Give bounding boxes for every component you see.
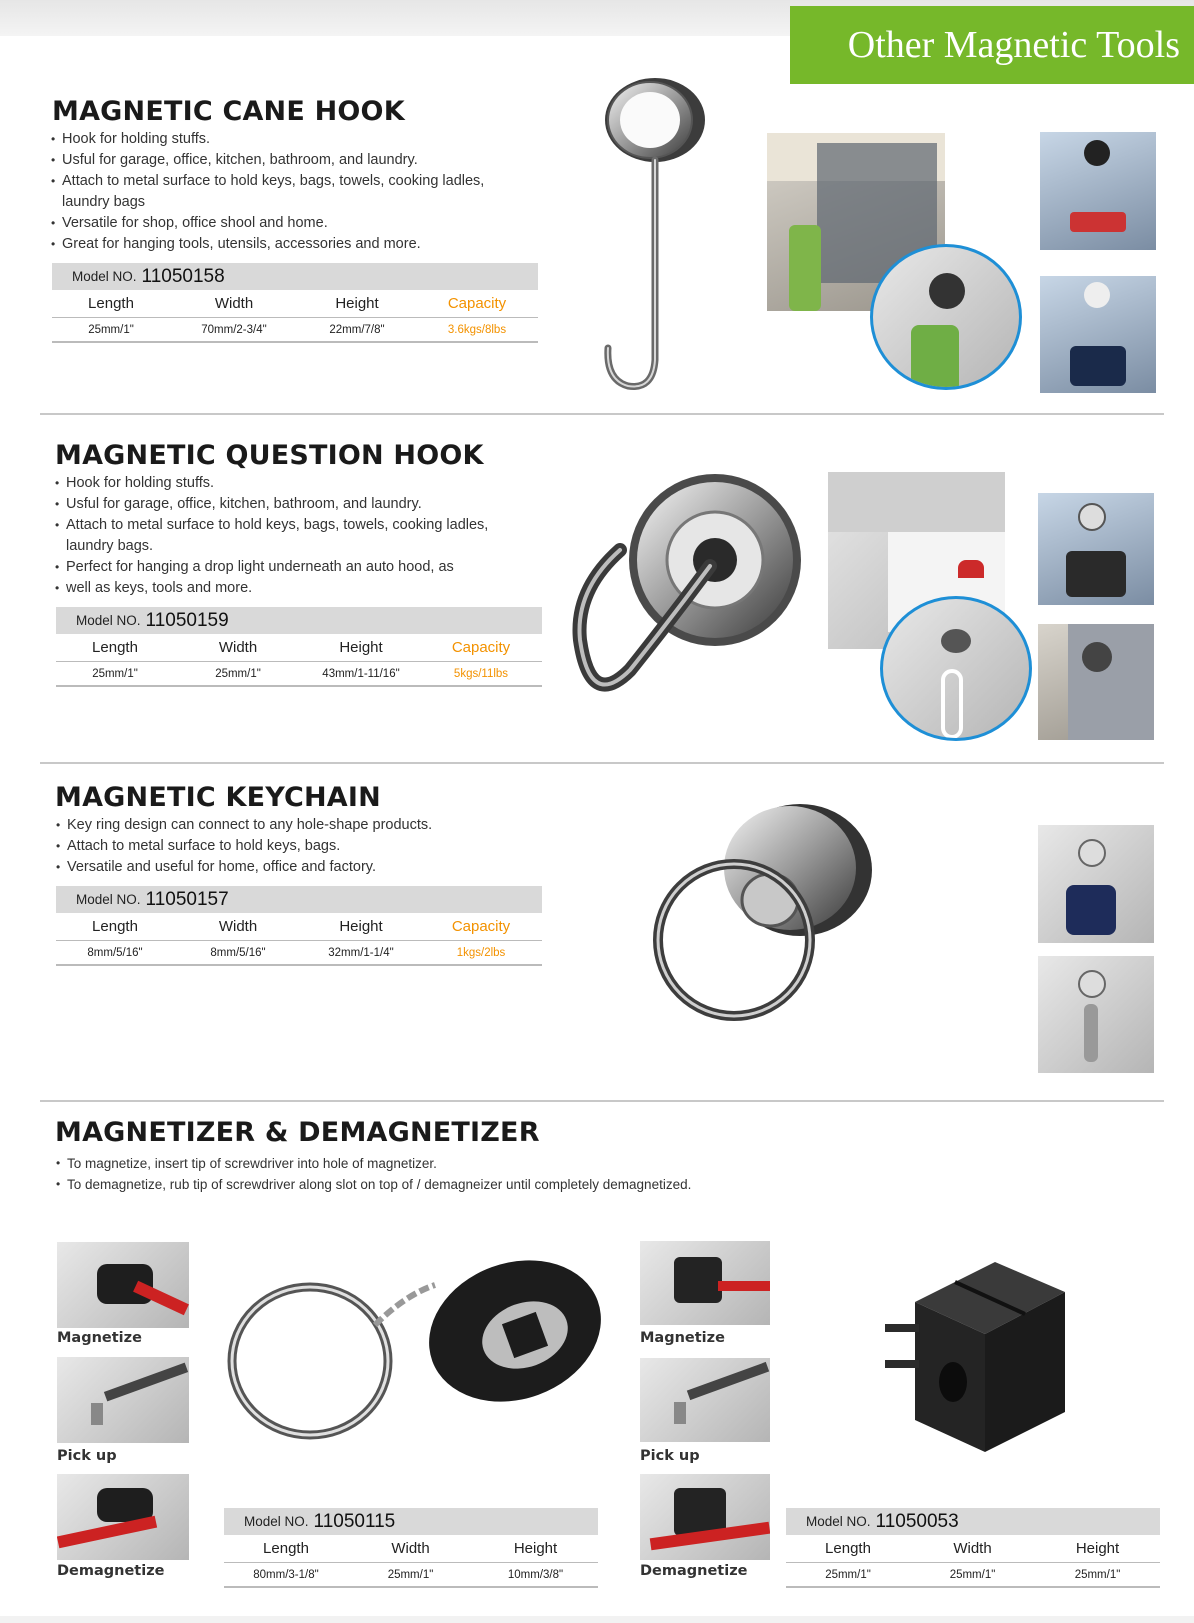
feature-item: • Great for hanging tools, utensils, accessories and more. — [51, 234, 501, 255]
model-label: Model NO. — [244, 1514, 309, 1529]
height-value: 32mm/1-1/4" — [328, 946, 394, 959]
usage-photo-keys — [1040, 132, 1156, 250]
step-caption: Pick up — [640, 1448, 700, 1464]
product-title: MAGNETIC CANE HOOK — [52, 96, 405, 127]
height-header: Height — [339, 918, 383, 935]
height-value: 10mm/3/8" — [507, 1568, 564, 1581]
feature-item: • To magnetize, insert tip of screwdriver into hole of magnetizer. — [56, 1153, 916, 1174]
spec-value-row — [224, 1563, 598, 1588]
section-banner: Other Magnetic Tools — [790, 6, 1194, 84]
length-header: Length — [92, 918, 138, 935]
step-caption: Demagnetize — [640, 1563, 748, 1579]
feature-item: • Usful for garage, office, kitchen, bathroom, and laundry. — [51, 150, 501, 171]
model-number: 11050115 — [313, 1510, 396, 1532]
feature-item: • Versatile and useful for home, office and factory. — [56, 857, 526, 878]
model-bar — [56, 886, 542, 913]
feature-item: • Perfect for hanging a drop light underneath an auto hood, as — [55, 557, 525, 578]
step-caption: Magnetize — [640, 1330, 725, 1346]
height-header: Height — [335, 295, 379, 312]
feature-item: • To demagnetize, rub tip of screwdriver along slot on top of / demagneizer until completely demagnetized. — [56, 1174, 916, 1195]
height-header: Height — [513, 1540, 558, 1557]
feature-item: • Attach to metal surface to hold keys, bags, towels, cooking ladles, laundry bags. — [55, 515, 525, 557]
capacity-value: 3.6kgs/8lbs — [447, 323, 507, 336]
capacity-header: Capacity — [451, 918, 511, 935]
feature-list — [51, 129, 501, 255]
height-value: 22mm/7/8" — [329, 323, 385, 336]
feature-item: • Usful for garage, office, kitchen, bathroom, and laundry. — [55, 494, 525, 515]
spec-table — [52, 263, 538, 343]
feature-list — [55, 473, 525, 599]
step-photo-pickup — [640, 1358, 770, 1442]
model-number: 11050158 — [141, 265, 225, 287]
usage-photo-zoom — [880, 596, 1032, 741]
height-value: 43mm/1-11/16" — [322, 667, 400, 680]
spec-value-row — [56, 941, 542, 966]
section-divider — [40, 413, 1164, 415]
capacity-value: 5kgs/11lbs — [453, 667, 509, 680]
product-title: MAGNETIC KEYCHAIN — [55, 782, 381, 813]
width-header: Width — [214, 295, 254, 312]
step-caption: Pick up — [57, 1448, 117, 1464]
step-caption: Magnetize — [57, 1330, 142, 1346]
section-divider — [40, 1100, 1164, 1102]
spec-header-row — [786, 1535, 1160, 1563]
length-value: 80mm/3-1/8" — [253, 1568, 319, 1581]
height-header: Height — [1075, 1540, 1120, 1557]
spec-table — [56, 607, 542, 687]
capacity-value: 1kgs/2lbs — [456, 946, 506, 959]
model-bar — [224, 1508, 598, 1535]
spec-header-row — [52, 290, 538, 318]
model-number: 11050157 — [145, 888, 229, 910]
cube-magnetizer-image — [885, 1262, 1085, 1462]
feature-item: • well as keys, tools and more. — [55, 578, 525, 599]
length-value: 25mm/1" — [92, 667, 138, 680]
model-label: Model NO. — [72, 269, 137, 284]
step-caption: Demagnetize — [57, 1563, 165, 1579]
step-photo-pickup — [57, 1357, 189, 1443]
width-value: 25mm/1" — [215, 667, 261, 680]
model-number: 11050159 — [145, 609, 229, 631]
spec-header-row — [56, 634, 542, 662]
model-bar — [786, 1508, 1160, 1535]
usage-photo-keys — [1038, 825, 1154, 943]
width-header: Width — [391, 1540, 430, 1557]
model-label: Model NO. — [76, 892, 141, 907]
model-label: Model NO. — [76, 613, 141, 628]
usage-photo-zoom — [870, 244, 1022, 390]
height-header: Height — [339, 639, 383, 656]
width-value: 25mm/1" — [949, 1568, 996, 1581]
product-title: MAGNETIZER & DEMAGNETIZER — [55, 1117, 540, 1148]
length-header: Length — [825, 1540, 871, 1557]
keychain-magnetizer-image — [225, 1235, 605, 1465]
step-photo-magnetize — [640, 1241, 770, 1325]
feature-item: • Key ring design can connect to any hole-shape products. — [56, 815, 526, 836]
spec-header-row — [56, 913, 542, 941]
usage-photo-keys — [1038, 493, 1154, 605]
capacity-header: Capacity — [451, 639, 511, 656]
spec-table — [224, 1508, 598, 1588]
length-value: 25mm/1" — [825, 1568, 871, 1581]
model-bar — [56, 607, 542, 634]
product-title: MAGNETIC QUESTION HOOK — [55, 440, 484, 471]
usage-photo-fridge — [1038, 624, 1154, 740]
feature-item: • Hook for holding stuffs. — [51, 129, 501, 150]
cane-hook-image — [600, 80, 710, 400]
width-value: 25mm/1" — [387, 1568, 434, 1581]
feature-item: • Hook for holding stuffs. — [55, 473, 525, 494]
question-hook-image — [570, 470, 800, 710]
usage-photo-keys-2 — [1040, 276, 1156, 393]
length-header: Length — [263, 1540, 309, 1557]
length-header: Length — [92, 639, 138, 656]
length-header: Length — [88, 295, 134, 312]
feature-item: • Versatile for shop, office shool and home. — [51, 213, 501, 234]
spec-value-row — [56, 662, 542, 687]
length-value: 25mm/1" — [88, 323, 134, 336]
model-number: 11050053 — [875, 1510, 959, 1532]
spec-value-row — [786, 1563, 1160, 1588]
capacity-header: Capacity — [447, 295, 507, 312]
length-value: 8mm/5/16" — [87, 946, 143, 959]
section-divider — [40, 762, 1164, 764]
spec-table — [786, 1508, 1160, 1588]
model-label: Model NO. — [806, 1514, 871, 1529]
width-header: Width — [218, 639, 258, 656]
width-value: 70mm/2-3/4" — [201, 323, 267, 336]
spec-header-row — [224, 1535, 598, 1563]
feature-list — [56, 815, 526, 878]
feature-item: • Attach to metal surface to hold keys, bags, towels, cooking ladles, laundry bags — [51, 171, 501, 213]
step-photo-demagnetize — [57, 1474, 189, 1560]
height-value: 25mm/1" — [1074, 1568, 1121, 1581]
keychain-magnet-image — [650, 800, 890, 1060]
width-value: 8mm/5/16" — [210, 946, 266, 959]
feature-item: • Attach to metal surface to hold keys, bags. — [56, 836, 526, 857]
spec-value-row — [52, 318, 538, 343]
model-bar — [52, 263, 538, 290]
step-photo-demagnetize — [640, 1474, 770, 1560]
width-header: Width — [218, 918, 258, 935]
feature-list — [56, 1153, 916, 1195]
step-photo-magnetize — [57, 1242, 189, 1328]
spec-table — [56, 886, 542, 966]
usage-photo-clip — [1038, 956, 1154, 1073]
width-header: Width — [953, 1540, 992, 1557]
